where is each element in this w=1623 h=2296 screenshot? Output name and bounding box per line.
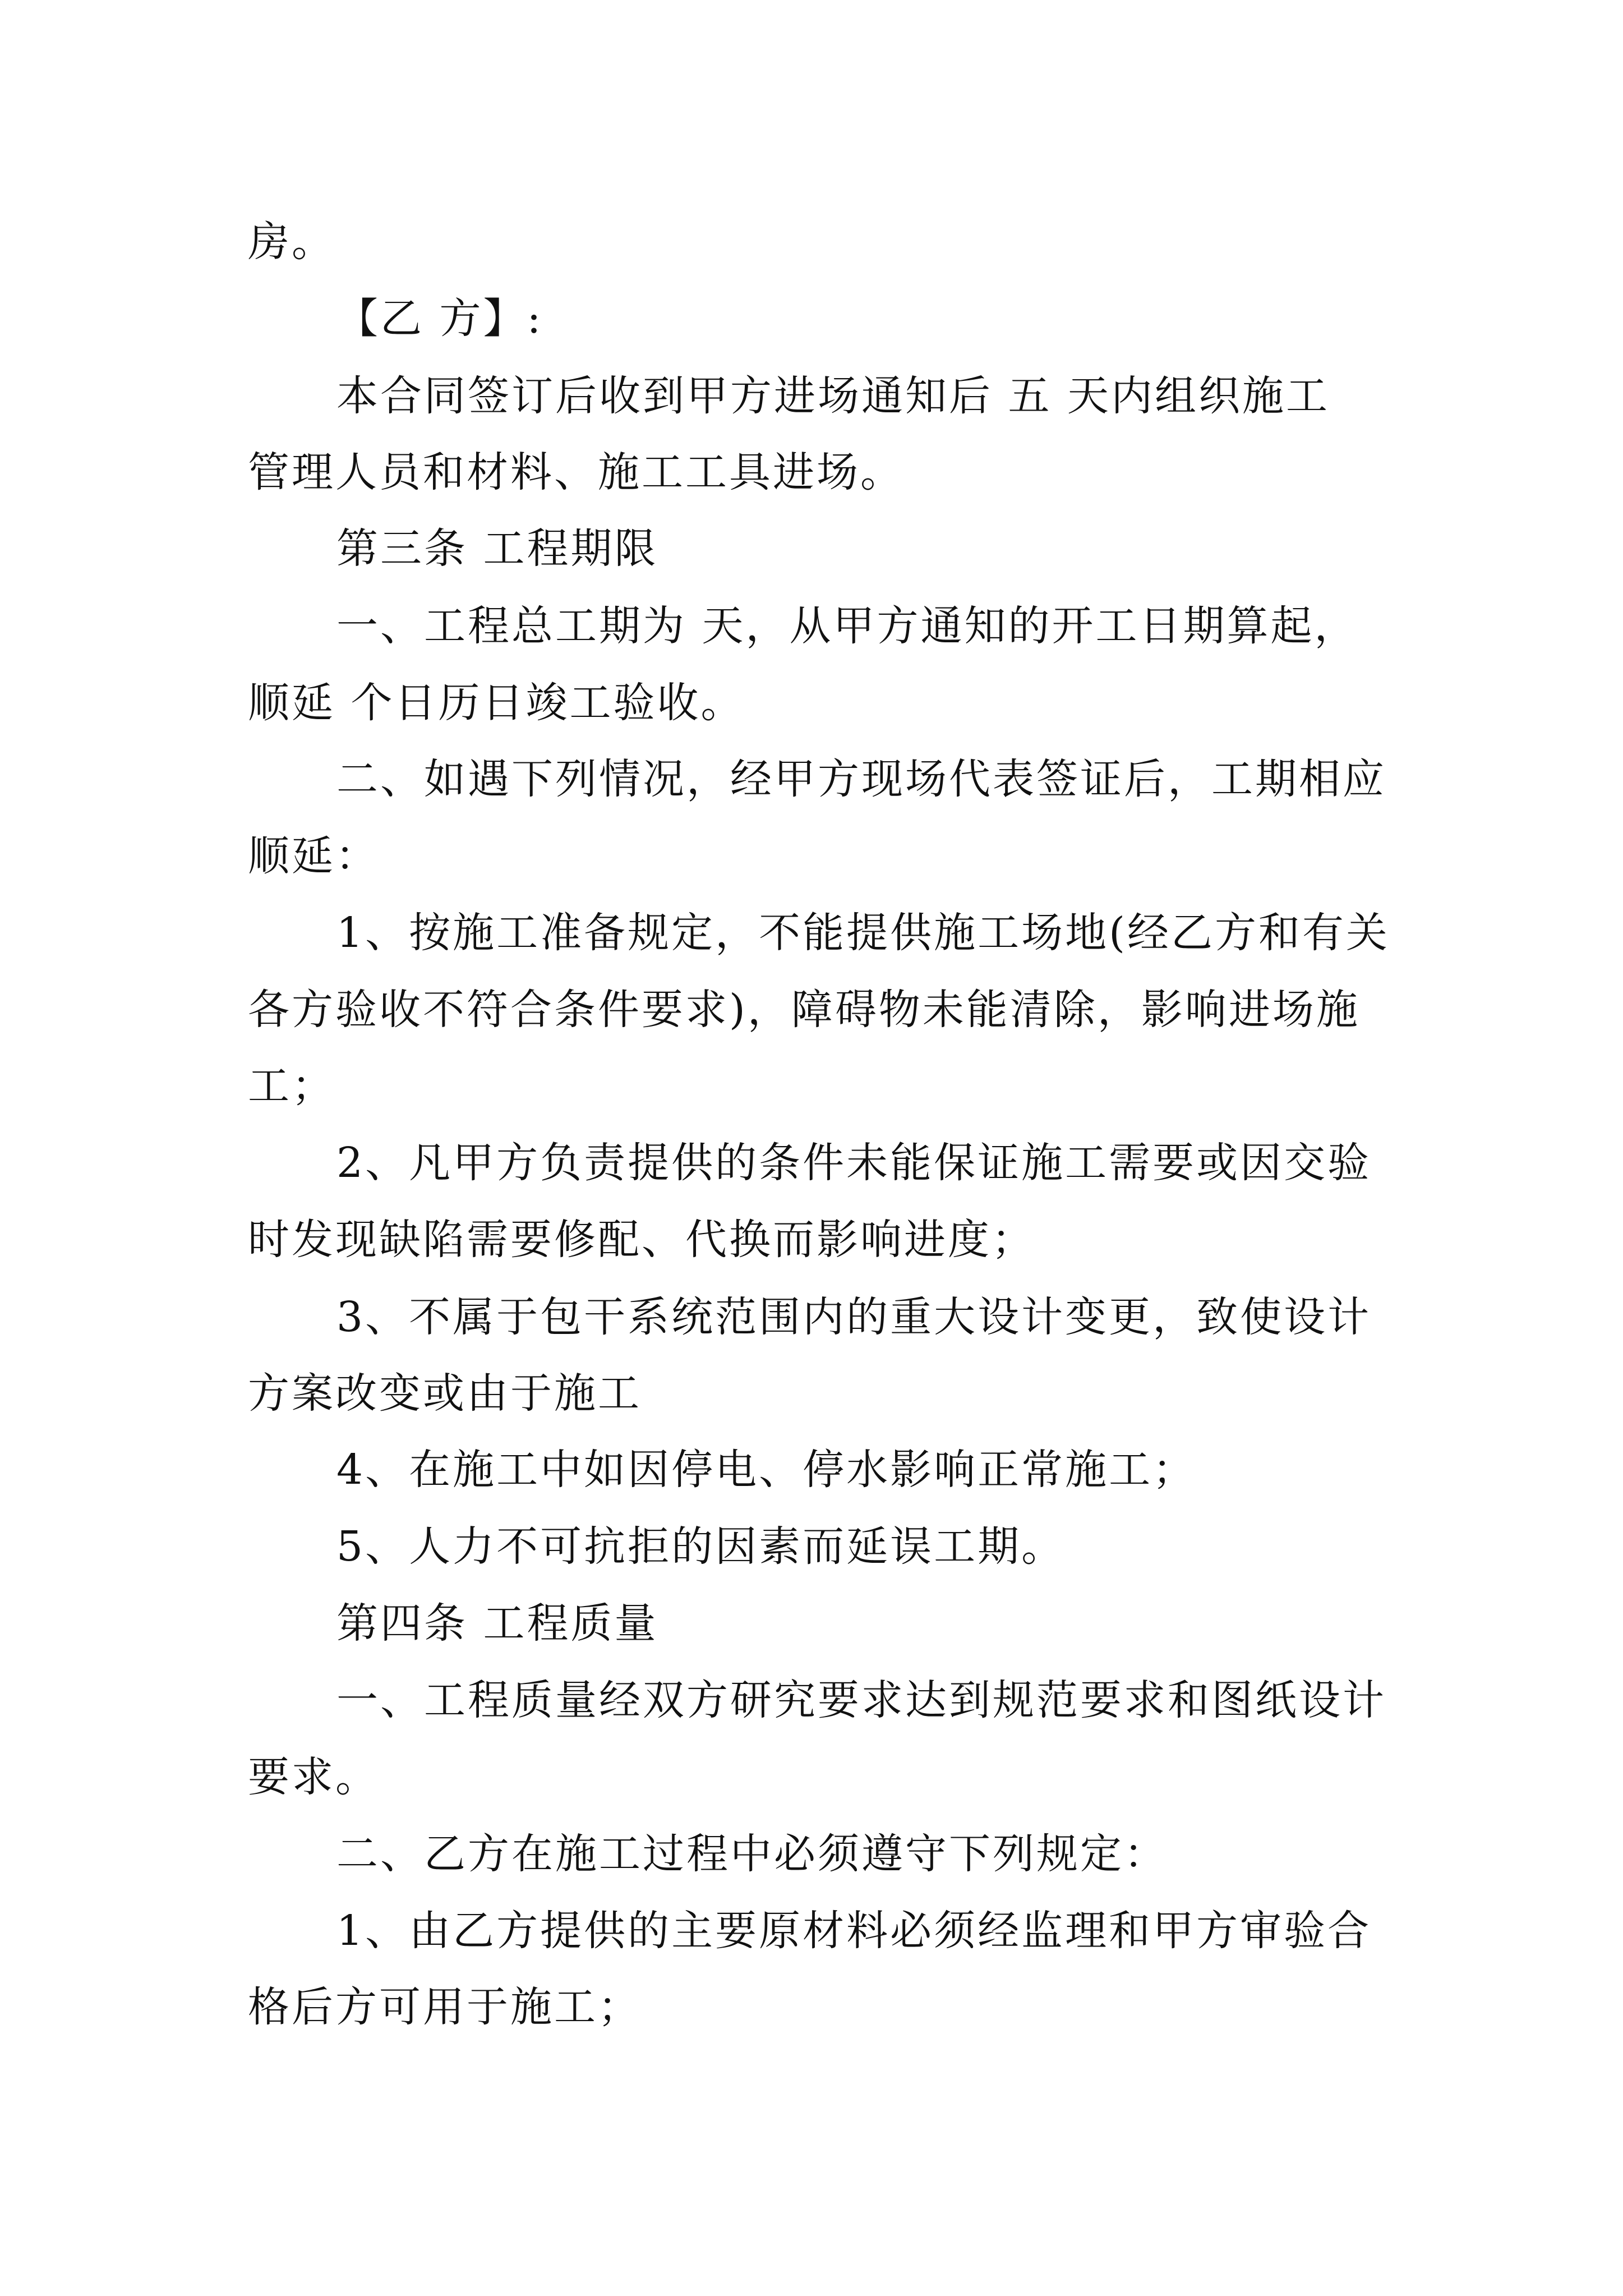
article-4-heading: 第四条 工程质量: [336, 1599, 658, 1648]
text-line-22: 二、乙方在施工过程中必须遵守下列规定：: [336, 1830, 1168, 1878]
text-line-24: 格后方可用于施工；: [248, 1983, 642, 2031]
text-line-7: 顺延 个日历日竣工验收。: [248, 679, 745, 727]
text-line-8: 二、如遇下列情况，经甲方现场代表签证后，工期相应: [336, 755, 1386, 803]
text-line-4: 管理人员和材料、施工工具进场。: [248, 448, 904, 496]
text-line-12: 工；: [248, 1062, 335, 1110]
party-b-heading: 【乙 方】:: [336, 295, 543, 343]
text-line-14: 时发现缺陷需要修配、代换而影响进度；: [248, 1216, 1035, 1264]
text-line-15: 3、不属于包干系统范围内的重大设计变更，致使设计: [336, 1293, 1372, 1341]
text-line-6: 一、工程总工期为 天，从甲方通知的开工日期算起，: [336, 602, 1358, 650]
text-line-10: 1、按施工准备规定，不能提供施工场地(经乙方和有关: [336, 909, 1390, 957]
text-line-23: 1、由乙方提供的主要原材料必须经监理和甲方审验合: [336, 1907, 1372, 1955]
text-line-1: 房。: [248, 218, 335, 266]
text-line-9: 顺延：: [248, 832, 379, 880]
article-3-heading: 第三条 工程期限: [336, 524, 658, 573]
text-line-3: 本合同签订后收到甲方进场通知后 五 天内组织施工: [336, 372, 1330, 420]
text-line-18: 5、人力不可抗拒的因素而延误工期。: [336, 1522, 1066, 1571]
text-line-20: 一、工程质量经双方研究要求达到规范要求和图纸设计: [336, 1676, 1386, 1724]
text-line-16: 方案改变或由于施工: [248, 1369, 642, 1418]
text-line-17: 4、在施工中如因停电、停水影响正常施工；: [336, 1446, 1197, 1494]
text-line-21: 要求。: [248, 1753, 379, 1801]
text-line-11: 各方验收不符合条件要求)，障碍物未能清除，影响进场施: [248, 986, 1360, 1034]
text-line-13: 2、凡甲方负责提供的条件未能保证施工需要或因交验: [336, 1139, 1372, 1187]
